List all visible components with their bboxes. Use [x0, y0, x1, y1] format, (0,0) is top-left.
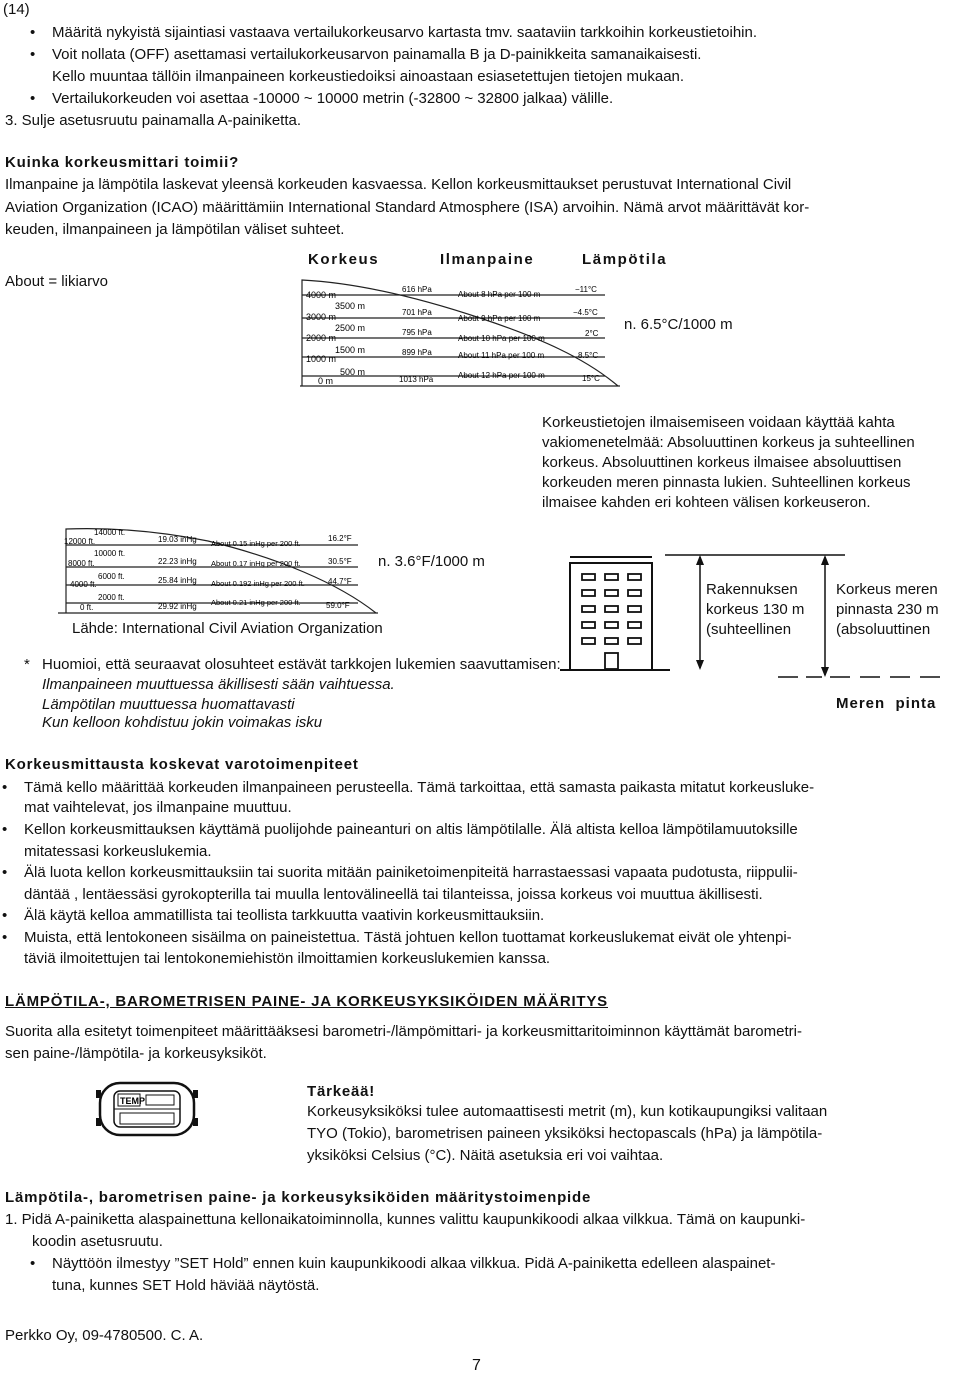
- intro-line-4: • Vertailukorkeuden voi asettaa -10000 ~ 10000 metrin (-32800 ~ 32800 jalkaa) välille.: [52, 89, 613, 109]
- precautions-heading: Korkeusmittausta koskevat varotoimenpiteet: [5, 756, 359, 773]
- watch-button: [96, 1118, 101, 1126]
- abs-label-0: Korkeus meren: [836, 581, 938, 598]
- imp-alt-major-0: 12000 ft.: [64, 537, 96, 546]
- arrow-head-icon: [821, 667, 829, 677]
- rel-label-2: (suhteellinen: [706, 621, 792, 638]
- precaution-3a: • Älä luota kellon korkeusmittauksiin tai suorita mitään painiketoimenpiteitä harrastaessasi vapaata pudotusta, riippulii-: [24, 863, 798, 883]
- imp-alt-major-2: 4000 ft.: [70, 580, 97, 589]
- precaution-3b: däntää , lentäessäsi gyrokopterilla tai muulla lentovälineellä tai tilanteissa, joissa korkeus voi muuttua äkillisesti.: [24, 886, 763, 903]
- watch-display-text: TEMP: [120, 1096, 146, 1106]
- imp-alt-major-3: 0 ft.: [80, 603, 94, 612]
- digit-block: [146, 1095, 174, 1105]
- note-line-1: Huomioi, että seuraavat olosuhteet estävät tarkkojen lukemien saavuttamisen:: [42, 656, 561, 673]
- imp-temp-0: 16.2°F: [328, 534, 352, 543]
- imp-pressure-3: 29.92 inHg: [158, 602, 197, 611]
- step-3: 3. Sulje asetusruutu painamalla A-painiketta.: [5, 112, 302, 129]
- note-line-3: Lämpötilan muuttuessa huomattavasti: [42, 696, 295, 713]
- imperial-lapse: n. 3.6°F/1000 m: [378, 553, 485, 570]
- col-ilmanpaine: Ilmanpaine: [440, 251, 535, 268]
- intro-line-3: Kello muuntaa tällöin ilmanpaineen korkeustiedoiksi ainoastaan esiasetettujen tietojen mukaan.: [52, 68, 685, 85]
- col-korkeus: Korkeus: [308, 251, 380, 268]
- note-line-4: Kun kelloon kohdistuu jokin voimakas isku: [42, 714, 323, 731]
- arrow-head-icon: [821, 555, 829, 565]
- important-line-2: TYO (Tokio), barometrisen paineen yksiköksi hectopascals (hPa) ja lämpötila-: [307, 1125, 823, 1142]
- metric-altitude-chart: [300, 278, 620, 388]
- footer-contact: Perkko Oy, 09-4780500. C. A.: [5, 1327, 204, 1344]
- alt-major-3: 1000 m: [306, 354, 337, 364]
- rate-2: About 10 hPa per 100 m: [458, 334, 545, 343]
- precaution-4: • Älä käytä kelloa ammatillista tai teollista tarkkuutta vaativin korkeusmittauksiin.: [24, 906, 544, 926]
- rate-3: About 11 hPa per 100 m: [458, 351, 545, 360]
- imp-rate-1: About 0.17 inHg per 200 ft.: [211, 559, 301, 568]
- chart-source: Lähde: International Civil Aviation Organization: [72, 620, 383, 637]
- units-heading: LÄMPÖTILA-, BAROMETRISEN PAINE- JA KORKEUSYKSIKÖIDEN MÄÄRITYS: [5, 993, 608, 1010]
- temp-1: −4.5°C: [573, 308, 598, 317]
- rel-text-0: Korkeustietojen ilmaisemiseen voidaan käyttää kahta: [542, 414, 895, 431]
- precaution-2a: • Kellon korkeusmittauksen käyttämä puolijohde paineanturi on altis lämpötilalle. Älä altista kelloa lämpötilamuutoksille: [24, 820, 798, 840]
- metric-lapse: n. 6.5°C/1000 m: [624, 316, 733, 333]
- imp-rate-0: About 0.15 inHg per 200 ft.: [211, 539, 301, 548]
- rate-4: About 12 hPa per 100 m: [458, 371, 545, 380]
- arrow-head-icon: [696, 660, 704, 670]
- alt-minor-0: 3500 m: [335, 301, 366, 311]
- imp-temp-3: 59.0°F: [326, 601, 350, 610]
- arrow-head-icon: [696, 555, 704, 565]
- procedure-step-1a: 1. Pidä A-painiketta alaspainettuna kellonaikatoiminnolla, kunnes valittu kaupunkikoodi alkaa vilkkua. Tämä on kaupunki-: [5, 1211, 806, 1228]
- temp-4: 15°C: [582, 374, 600, 383]
- imp-alt-minor-2: 6000 ft.: [98, 572, 125, 581]
- imp-pressure-0: 19.03 inHg: [158, 535, 197, 544]
- col-lampotila: Lämpötila: [582, 251, 668, 268]
- alt-major-2: 2000 m: [306, 333, 337, 343]
- pressure-3: 899 hPa: [402, 348, 432, 357]
- how-heading: Kuinka korkeusmittari toimii?: [5, 154, 240, 171]
- sea-level-label: Meren pinta: [836, 695, 937, 712]
- rel-text-1: vakiomenetelmää: Absoluuttinen korkeus ja suhteellinen: [542, 434, 915, 451]
- precaution-2b: mitatessasi korkeuslukemia.: [24, 843, 212, 860]
- precaution-5a: • Muista, että lentokoneen sisäilma on paineistettua. Tästä johtuen kellon tuottamat korkeuslukemat eivät ole yhtenpi-: [24, 928, 792, 948]
- alt-minor-3: 500 m: [340, 367, 366, 377]
- rate-0: About 8 hPa per 100 m: [458, 290, 541, 299]
- imperial-altitude-chart: [58, 523, 378, 615]
- imp-pressure-1: 22.23 inHg: [158, 557, 197, 566]
- rel-text-4: ilmaisee kahden eri kohteen välisen korkeuseron.: [542, 494, 871, 511]
- abs-label-2: (absoluuttinen: [836, 621, 931, 638]
- units-p2: sen paine-/lämpötila- ja korkeusyksiköt.: [5, 1045, 267, 1062]
- how-p3: keuden, ilmanpaineen ja lämpötilan väliset suhteet.: [5, 221, 345, 238]
- watch-button: [96, 1090, 101, 1098]
- imp-rate-2: About 0.192 inHg per 200 ft.: [211, 579, 305, 588]
- procedure-heading: Lämpötila-, barometrisen paine- ja korkeusyksiköiden määritystoimenpide: [5, 1189, 592, 1206]
- temp-0: −11°C: [575, 285, 597, 294]
- alt-major-1: 3000 m: [306, 312, 337, 322]
- rel-text-3: korkeuden meren pinnasta lukien. Suhteellinen korkeus: [542, 474, 911, 491]
- important-line-1: Korkeusyksiköksi tulee automaattisesti metrit (m), kun kotikaupungiksi valitaan: [307, 1103, 828, 1120]
- page-label: (14): [3, 1, 30, 18]
- pressure-2: 795 hPa: [402, 328, 432, 337]
- imp-alt-minor-0: 14000 ft.: [94, 528, 126, 537]
- imp-alt-minor-3: 2000 ft.: [98, 593, 125, 602]
- precaution-1a: • Tämä kello määrittää korkeuden ilmanpaineen perusteella. Tämä tarkoittaa, että samasta paikasta mitatut korkeusluke-: [24, 778, 814, 798]
- pressure-0: 616 hPa: [402, 285, 432, 294]
- abs-label-1: pinnasta 230 m: [836, 601, 939, 618]
- building-icon: [570, 557, 652, 670]
- precaution-5b: täviä ilmoitettujen tai lentokonemiehistön ilmoittamien korkeuslukemien kanssa.: [24, 950, 551, 967]
- how-p1: Ilmanpaine ja lämpötila laskevat yleensä korkeuden kasvaessa. Kellon korkeusmittaukset perustuvat International Civil: [5, 176, 792, 193]
- page-number: 7: [472, 1357, 481, 1374]
- about-note: About = likiarvo: [5, 273, 108, 290]
- watch-button: [193, 1118, 198, 1126]
- rate-1: About 9 hPa per 100 m: [458, 314, 541, 323]
- pressure-4: 1013 hPa: [399, 375, 434, 384]
- intro-line-1: • Määritä nykyistä sijaintiasi vastaava vertailukorkeusarvo kartasta tmv. saataviin tarkkoihin korkeustietoihin.: [52, 23, 757, 43]
- temp-3: 8.5°C: [578, 351, 599, 360]
- pressure-1: 701 hPa: [402, 308, 432, 317]
- note-star: *: [24, 656, 30, 673]
- temp-2: 2°C: [585, 329, 599, 338]
- rel-label-0: Rakennuksen: [706, 581, 798, 598]
- imp-alt-major-1: 8000 ft.: [68, 559, 95, 568]
- alt-minor-1: 2500 m: [335, 323, 366, 333]
- imp-temp-1: 30.5°F: [328, 557, 352, 566]
- rel-text-2: korkeus. Absoluuttinen korkeus ilmaisee absoluuttisen: [542, 454, 902, 471]
- imp-temp-2: 44.7°F: [328, 577, 352, 586]
- alt-minor-2: 1500 m: [335, 345, 366, 355]
- units-p1: Suorita alla esitetyt toimenpiteet määrittääksesi barometri-/lämpömittari- ja korkeusmittaritoiminnon käyttämät barometri-: [5, 1023, 802, 1040]
- watch-button: [193, 1090, 198, 1098]
- rel-label-1: korkeus 130 m: [706, 601, 805, 618]
- procedure-step-1c: • Näyttöön ilmestyy ”SET Hold” ennen kuin kaupunkikoodi alkaa vilkkua. Pidä A-painiketta edelleen alaspainet-: [52, 1254, 775, 1274]
- procedure-step-1b: koodin asetusruutu.: [32, 1233, 163, 1250]
- precaution-1b: mat vaihtelevat, jos ilmanpaine muuttuu.: [24, 799, 292, 816]
- alt-major-4: 0 m: [318, 376, 334, 386]
- imp-pressure-2: 25.84 inHg: [158, 576, 197, 585]
- intro-line-2: • Voit nollata (OFF) asettamasi vertailukorkeusarvon painamalla B ja D-painikkeita samanaikaisesti.: [52, 45, 701, 65]
- note-line-2: Ilmanpaineen muuttuessa äkillisesti sään vaihtuessa.: [42, 676, 395, 693]
- imp-alt-minor-1: 10000 ft.: [94, 549, 126, 558]
- watch-display-icon: [96, 1080, 198, 1138]
- procedure-step-1d: tuna, kunnes SET Hold häviää näytöstä.: [52, 1277, 320, 1294]
- imp-rate-3: About 0.21 inHg per 200 ft.: [211, 598, 301, 607]
- important-heading: Tärkeää!: [307, 1083, 376, 1100]
- alt-major-0: 4000 m: [306, 290, 337, 300]
- how-p2: Aviation Organization (ICAO) määrittämiin International Standard Atmosphere (ISA) arvoihin. Nämä arvot määrittävät kor-: [5, 199, 810, 216]
- important-line-3: yksiköksi Celsius (°C). Näitä asetuksia eri voi vaihtaa.: [307, 1147, 664, 1164]
- digit-block: [120, 1113, 174, 1124]
